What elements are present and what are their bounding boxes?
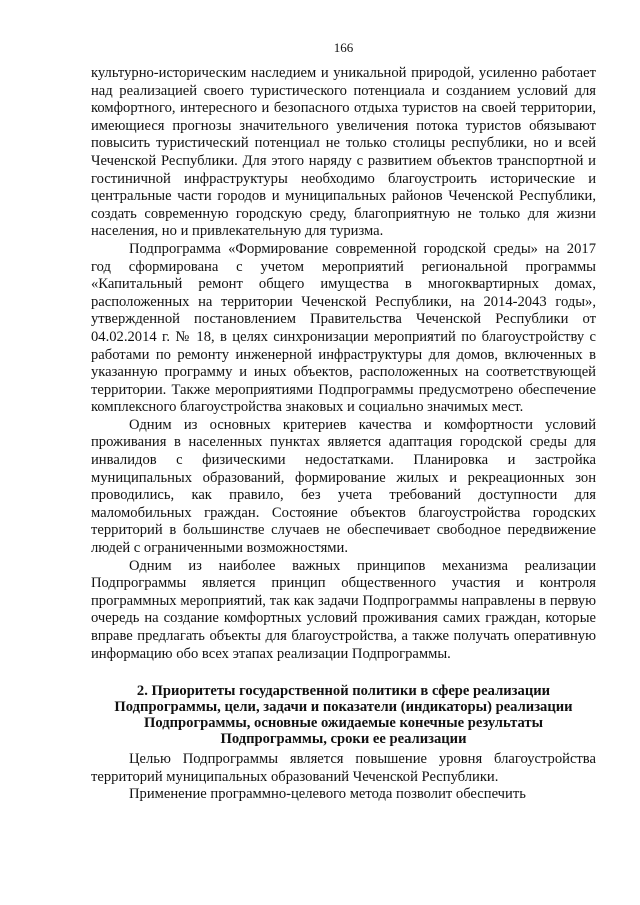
paragraph-program-method: Применение программно-целевого метода позволит обеспечить: [129, 786, 526, 803]
paragraph-public-participation: Одним из наиболее важных принципов механизма реализации Подпрограммы является принцип общественного участия и контроля программных мероприятий, так как задачи Подпрограммы направлены в первую очередь на создание комфортных условий проживания самих граждан, которые вправе предлагать объекты для благоустройства, а также получать оперативную информацию обо всех этапах реализации Подпрограммы.: [91, 557, 596, 662]
page-number: 166: [333, 40, 354, 55]
paragraph-accessibility-criteria: Одним из основных критериев качества и комфортности условий проживания в населенных пунктах является адаптация городской среды для инвалидов с физическими недостатками. Планировка и застройка муниципальных образований, формирование жилых и рекреационных зон проводились, как правило, без учета требований доступности для маломобильных граждан. Состояние объектов благоустройства городских территорий в большинстве случаев не обеспечивает свободное передвижение людей с ограниченными возможностями.: [91, 416, 596, 557]
paragraph-subprogram-goal: Целью Подпрограммы является повышение уровня благоустройства территорий муниципальных образований Чеченской Республики.: [91, 751, 596, 785]
section-heading: 2. Приоритеты государственной политики в сфере реализации Подпрограммы, цели, задачи и показатели (индикаторы) реализации Подпрограммы, основные ожидаемые конечные результаты Подпрограммы, сроки ее реализации: [114, 683, 573, 748]
paragraph-continuation: культурно-историческим наследием и уникальной природой, усиленно работает над реализацией своего туристического потенциала и созданием условий для комфортного, интересного и безопасного отдыха туристов на своей территории, имеющиеся прогнозы значительного увеличения потока туристов обязывают повысить туристический потенциал не только столицы республики, но и всей Чеченской Республики. Для этого наряду с развитием объектов транспортной и гостиничной инфраструктуры необходимо благоустроить исторические и центральные части городов и муниципальных районов Чеченской Республики, создать современную городскую среду, благоприятную не только для жизни населения, но и привлекательную для туризма.: [91, 65, 596, 240]
paragraph-subprogram-formation: Подпрограмма «Формирование современной городской среды» на 2017 год сформирована с учетом мероприятий региональной программы «Капитальный ремонт общего имущества в многоквартирных домах, расположенных на территории Чеченской Республики, на 2014-2043 годы», утвержденной постановлением Правительства Чеченской Республики от 04.02.2014 г. № 18, в целях синхронизации мероприятий по благоустройству с работами по ремонту инженерной инфраструктуры для домов, включенных в указанную программу и иных объектов, расположенных на соответствующей территории. Также мероприятиями Подпрограммы предусмотрено обеспечение комплексного благоустройства знаковых и социально значимых мест.: [91, 240, 596, 416]
body-text: [91, 65, 596, 804]
